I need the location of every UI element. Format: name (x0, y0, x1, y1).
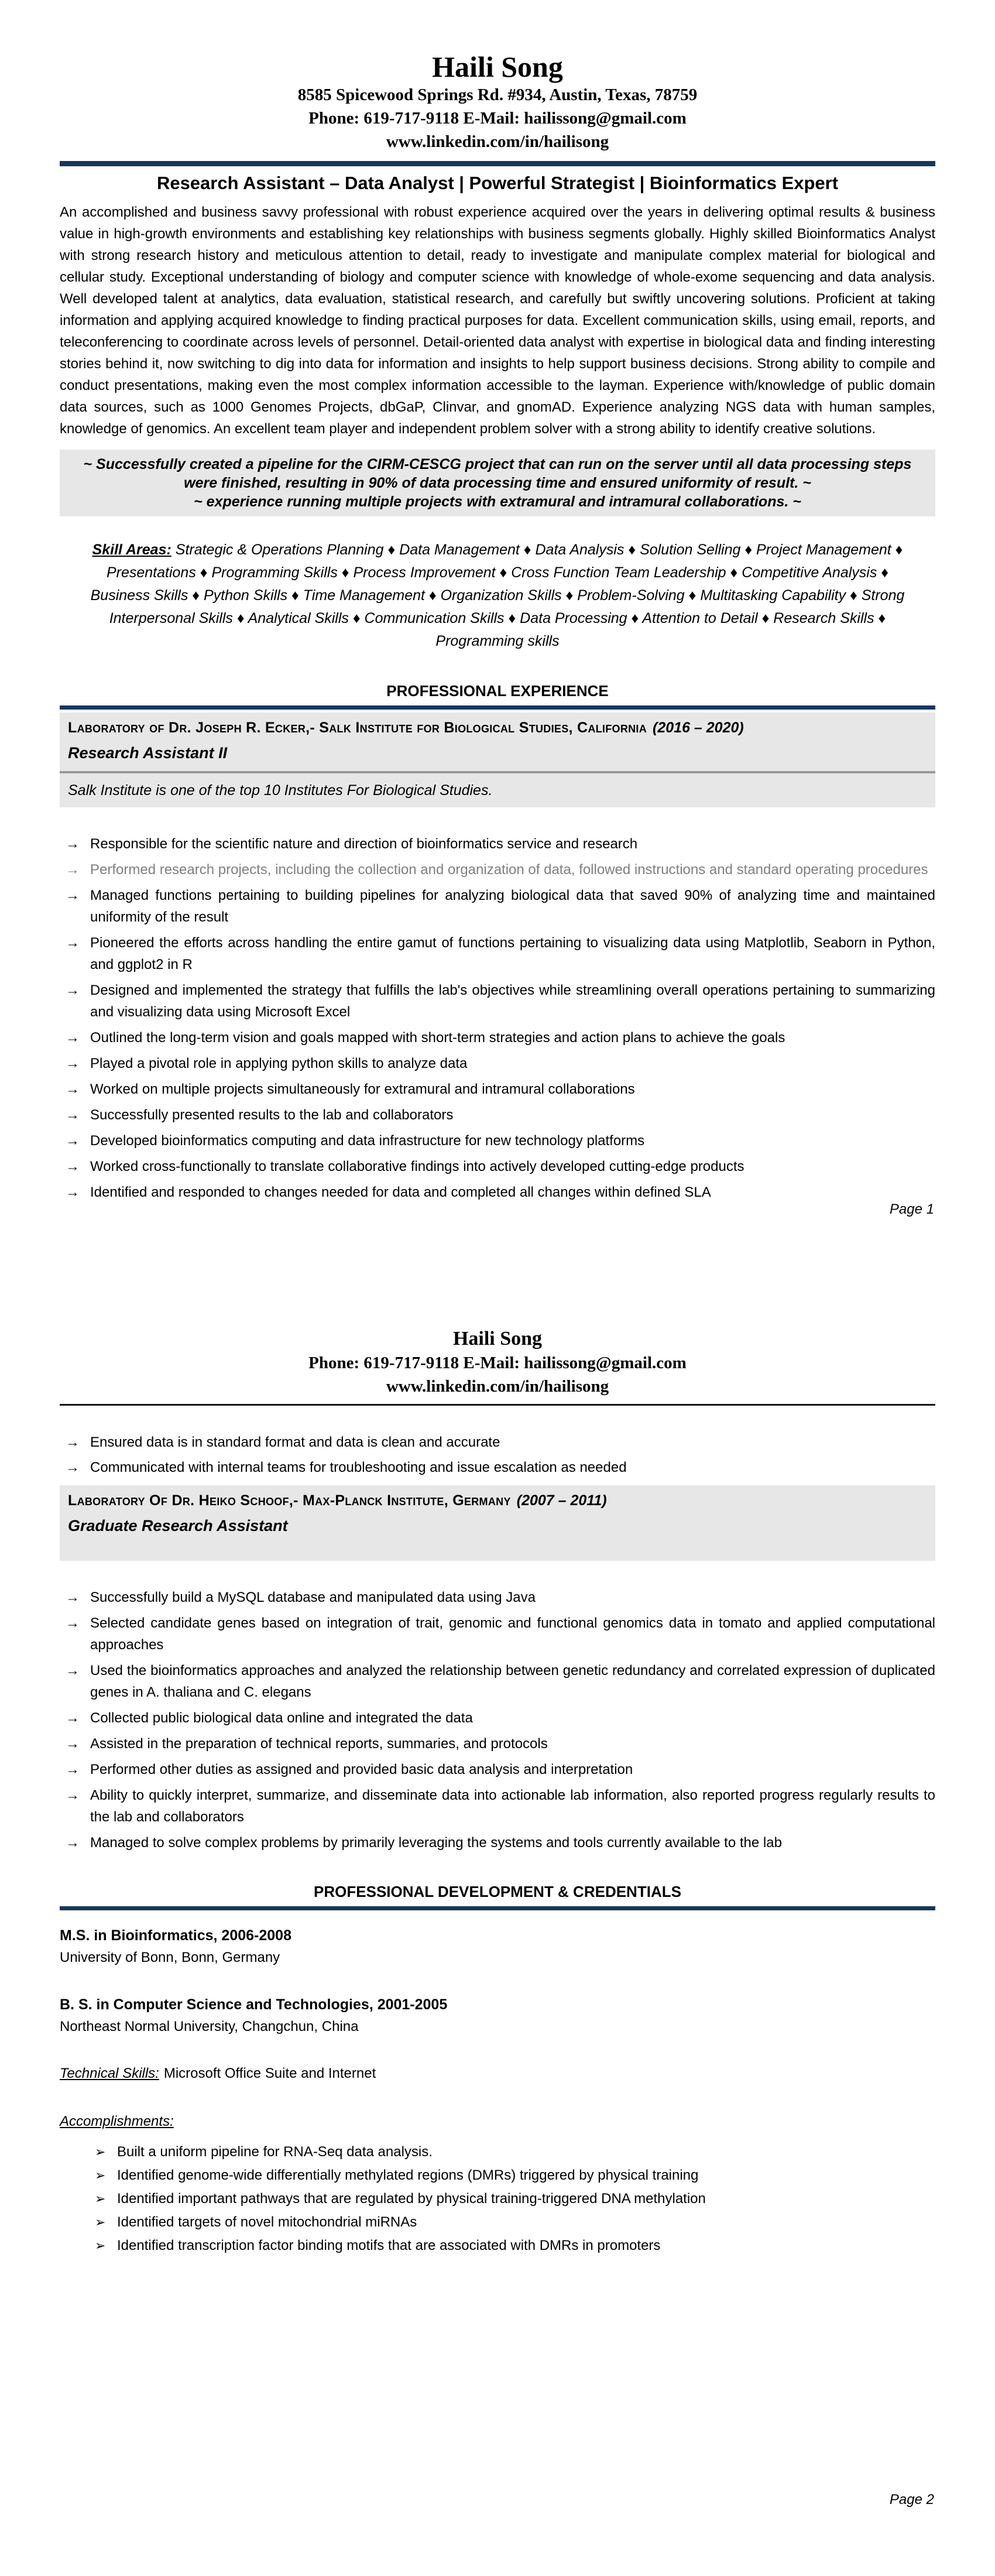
accomplishment-item (88, 2164, 935, 2187)
job2-dates: (2007 – 2011) (516, 1492, 607, 1509)
accomplishment-item (88, 2188, 935, 2210)
highlight-line: ~ experience running multiple projects with extramural and intramural collaborations. ~ (194, 494, 801, 510)
job2-bullet-item (60, 1733, 935, 1755)
page2-header (60, 1327, 935, 1398)
school-name: University of Bonn, Bonn, Germany (60, 1949, 280, 1965)
resume-page-2 (60, 1327, 935, 2257)
job2-bullet-item (60, 1759, 935, 1780)
job1-bullet-item (60, 1104, 935, 1126)
bullet-text: Responsible for the scientific nature and direction of bioinformatics service and research (90, 836, 638, 852)
job2-bullets (60, 1587, 935, 1854)
arrow-bullet-icon: → (66, 1056, 80, 1071)
job1-bullet-item (60, 833, 935, 855)
bullet-text: Outlined the long-term vision and goals mapped with short-term strategies and action plans to achieve the goals (90, 1030, 785, 1046)
arrow-bullet-icon: → (66, 1761, 80, 1777)
education-entry (60, 1924, 935, 1969)
bullet-text: Managed to solve complex problems by primarily leveraging the systems and tools currently available to the lab (90, 1834, 782, 1851)
linkedin-url-page2: www.linkedin.com/in/hailisong (386, 1376, 609, 1396)
bullet-text: Identified and responded to changes needed for data and completed all changes within defined SLA (90, 1184, 711, 1200)
job2-header-box (60, 1485, 935, 1561)
arrow-bullet-icon: → (66, 1184, 80, 1200)
bullet-text: Performed other duties as assigned and provided basic data analysis and interpretation (90, 1761, 633, 1777)
bullet-text: Communicated with internal teams for troubleshooting and issue escalation as needed (90, 1459, 627, 1475)
arrow-bullet-icon: → (66, 1434, 80, 1450)
highlight-line: ~ Successfully created a pipeline for the CIRM-CESCG project that can run on the server until all data processing steps were finished, resulting in 90% of data processing time and ensured uniformity of result. ~ (83, 456, 912, 491)
arrow-bullet-icon: → (66, 1735, 80, 1752)
job1-header-box (60, 712, 935, 807)
technical-skills-value: Microsoft Office Suite and Internet (163, 2065, 376, 2081)
arrow-bullet-icon: → (66, 1133, 80, 1149)
job1-organization: Laboratory of Dr. Joseph R. Ecker,- Salk Institute for Biological Studies, California (68, 720, 647, 736)
arrow-bullet-icon: → (66, 862, 80, 878)
arrow-bullet-icon: → (66, 888, 80, 903)
job1-inner-divider (60, 771, 935, 773)
section-header-experience: PROFESSIONAL EXPERIENCE (386, 682, 609, 700)
job1-bullet-item (60, 859, 935, 881)
education-list (60, 1924, 935, 2038)
job1-bullets (60, 833, 935, 1203)
job2-role-title: Graduate Research Assistant (68, 1516, 288, 1534)
candidate-name-page2: Haili Song (452, 1328, 543, 1349)
job2-bullet-item (60, 1707, 935, 1729)
job1-bullet-item (60, 1078, 935, 1100)
bullet-text: Collected public biological data online and integrated the data (90, 1710, 473, 1726)
candidate-name: Haili Song (432, 50, 563, 83)
accomplishment-item (88, 2141, 935, 2163)
bullet-text: Developed bioinformatics computing and data infrastructure for new technology platforms (90, 1133, 645, 1149)
job1-bullet-item (60, 1053, 935, 1074)
page2-header-rule (60, 1404, 935, 1406)
school-name: Northeast Normal University, Changchun, China (60, 2018, 359, 2034)
address-line: 8585 Spicewood Springs Rd. #934, Austin, Texas, 78759 (297, 85, 698, 104)
arrow-bullet-icon: → (66, 1159, 80, 1174)
bullet-text: Ability to quickly interpret, summarize, and disseminate data into actionable lab information, also reported progress regularly results to the lab and collaborators (90, 1787, 935, 1825)
bullet-text: Identified important pathways that are regulated by physical training-triggered DNA methylation (117, 2190, 706, 2207)
accomplishment-item (88, 2235, 935, 2257)
arrow-bullet-icon: → (66, 1710, 80, 1726)
bullet-text: Identified targets of novel mitochondrial miRNAs (117, 2214, 417, 2230)
job1-role-title: Research Assistant II (68, 744, 228, 762)
arrow-bullet-icon: → (66, 982, 80, 998)
bullet-text: Performed research projects, including the collection and organization of data, followed instructions and standard operating procedures (90, 862, 928, 878)
skill-areas-label: Skill Areas: (92, 542, 171, 558)
bullet-text: Designed and implemented the strategy that fulfills the lab's objectives while streamlining overall operations pertaining to summarizing and visualizing data using Microsoft Excel (90, 982, 935, 1020)
job1-org-line (68, 720, 927, 737)
skill-areas-list: Strategic & Operations Planning ♦ Data Management ♦ Data Analysis ♦ Solution Selling ♦ Project Management ♦ Presentations ♦ Programming Skills ♦ Process Improvement ♦ Cross Function Team Leadership ♦ Competitive Analysis ♦ Business Skills ♦ Python Skills ♦ Time Management ♦ Organization Skills ♦ Problem-Solving ♦ Multitasking Capability ♦ Strong Interpersonal Skills ♦ Analytical Skills ♦ Communication Skills ♦ Data Processing ♦ Attention to Detail ♦ Research Skills ♦ Programming skills (90, 542, 905, 649)
job1-bullet-item (60, 1156, 935, 1177)
job2-organization: Laboratory Of Dr. Heiko Schoof,- Max-Planck Institute, Germany (68, 1492, 511, 1509)
arrow-bullet-icon: → (66, 1459, 80, 1475)
job1-bullet-item (60, 885, 935, 928)
development-section-rule (60, 1906, 935, 1910)
bullet-text: Worked on multiple projects simultaneously for extramural and intramural collaborations (90, 1081, 635, 1097)
page1-footer: Page 1 (889, 1201, 934, 1217)
arrow-bullet-icon: → (66, 1030, 80, 1046)
section-header-development: PROFESSIONAL DEVELOPMENT & CREDENTIALS (314, 1882, 681, 1900)
job2-org-line (68, 1492, 927, 1509)
arrow-bullet-icon: → (66, 1662, 80, 1678)
degree-title: B. S. in Computer Science and Technologies, 2001-2005 (60, 1996, 448, 2013)
experience-section-rule (60, 705, 935, 710)
arrow-bullet-icon: → (66, 1834, 80, 1851)
continuation-bullet-item (60, 1457, 935, 1478)
job1-bullet-item (60, 1027, 935, 1049)
job1-bullet-item (60, 979, 935, 1023)
job1-bullet-item (60, 1130, 935, 1152)
job2-bullet-item (60, 1660, 935, 1703)
phone-email-line: Phone: 619-717-9118 E-Mail: hailissong@gmail.com (308, 109, 687, 128)
pointer-bullet-icon: ➢ (95, 2167, 106, 2183)
pointer-bullet-icon: ➢ (95, 2191, 106, 2206)
highlight-callout-box (60, 450, 935, 516)
page-break-gap (60, 1207, 935, 1327)
header-divider-rule (60, 161, 935, 166)
bullet-text: Assisted in the preparation of technical reports, summaries, and protocols (90, 1735, 548, 1752)
arrow-bullet-icon: → (66, 836, 80, 852)
job1-tagline: Salk Institute is one of the top 10 Institutes For Biological Studies. (68, 782, 493, 799)
pointer-bullet-icon: ➢ (95, 2214, 106, 2229)
job1-continuation-bullets (60, 1431, 935, 1478)
job1-bullet-item (60, 1181, 935, 1203)
summary-paragraph: An accomplished and business savvy professional with robust experience acquired over the years in delivering optimal results & business value in high-growth environments and establishing key relationships with business segments globally. Highly skilled Bioinformatics Analyst with strong research history and meticulous attention to detail, ready to investigate and manipulate complex material for biological and cellular study. Exceptional understanding of biology and computer science with knowledge of whole-exome sequencing and data analysis. Well developed talent at analytics, data evaluation, statistical research, and carefully but swiftly uncovering solutions. Proficient at taking information and applying acquired knowledge to finding practical purposes for data. Excellent communication skills, using email, reports, and teleconferencing to coordinate across levels of personnel. Detail-oriented data analyst with expertise in biological data and finding interesting stories behind it, now switching to dig into data for information and insights to help support business decisions. Strong ability to compile and conduct presentations, making even the most complex information accessible to the layman. Experience with/knowledge of public domain data sources, such as 1000 Genomes Projects, dbGaP, Clinvar, and gnomAD. Experience analyzing NGS data with human samples, knowledge of genomics. An excellent team player and independent problem solver with a strong ability to identify creative solutions. (60, 204, 935, 437)
arrow-bullet-icon: → (66, 1589, 80, 1605)
arrow-bullet-icon: → (66, 1615, 80, 1631)
linkedin-url: www.linkedin.com/in/hailisong (386, 132, 609, 151)
pointer-bullet-icon: ➢ (95, 2144, 106, 2159)
bullet-text: Built a uniform pipeline for RNA-Seq data analysis. (117, 2143, 433, 2160)
bullet-text: Played a pivotal role in applying python skills to analyze data (90, 1056, 468, 1071)
accomplishment-item (88, 2211, 935, 2234)
phone-email-line-page2: Phone: 619-717-9118 E-Mail: hailissong@gmail.com (308, 1353, 687, 1372)
job2-bullet-item (60, 1832, 935, 1854)
bullet-text: Worked cross-functionally to translate collaborative findings into actively developed cutting-edge products (90, 1159, 744, 1174)
arrow-bullet-icon: → (66, 935, 80, 951)
job2-bullet-item (60, 1784, 935, 1828)
bullet-text: Selected candidate genes based on integration of trait, genomic and functional genomics data in tomato and applied computational approaches (90, 1615, 935, 1653)
continuation-bullet-item (60, 1431, 935, 1453)
bullet-text: Managed functions pertaining to building pipelines for analyzing biological data that saved 90% of analyzing time and maintained uniformity of the result (90, 888, 935, 925)
resume-page-1 (60, 0, 935, 1203)
degree-title: M.S. in Bioinformatics, 2006-2008 (60, 1927, 291, 1944)
arrow-bullet-icon: → (66, 1787, 80, 1803)
arrow-bullet-icon: → (66, 1081, 80, 1097)
technical-skills-label: Technical Skills: (60, 2065, 159, 2081)
accomplishments-bullets (88, 2141, 935, 2257)
bullet-text: Identified genome-wide differentially methylated regions (DMRs) triggered by physical training (117, 2167, 699, 2183)
skill-areas (60, 539, 935, 653)
technical-skills-line (60, 2063, 935, 2084)
job1-dates: (2016 – 2020) (653, 720, 744, 736)
bullet-text: Successfully presented results to the lab and collaborators (90, 1107, 454, 1123)
resume-headline: Research Assistant – Data Analyst | Powerful Strategist | Bioinformatics Expert (156, 173, 839, 193)
bullet-text: Ensured data is in standard format and data is clean and accurate (90, 1434, 500, 1450)
page2-footer: Page 2 (889, 2492, 934, 2508)
job2-bullet-item (60, 1587, 935, 1608)
arrow-bullet-icon: → (66, 1107, 80, 1123)
pointer-bullet-icon: ➢ (95, 2238, 106, 2253)
page1-header (60, 0, 935, 153)
bullet-text: Used the bioinformatics approaches and analyzed the relationship between genetic redundancy and correlated expression of duplicated genes in A. thaliana and C. elegans (90, 1662, 935, 1700)
accomplishments-label: Accomplishments: (60, 2113, 174, 2129)
education-entry (60, 1993, 935, 2038)
bullet-text: Identified transcription factor binding motifs that are associated with DMRs in promoters (117, 2237, 661, 2253)
bullet-text: Pioneered the efforts across handling the entire gamut of functions pertaining to visualizing data using Matplotlib, Seaborn in Python, and ggplot2 in R (90, 935, 935, 972)
job2-bullet-item (60, 1612, 935, 1656)
job1-bullet-item (60, 932, 935, 975)
bullet-text: Successfully build a MySQL database and manipulated data using Java (90, 1589, 536, 1605)
